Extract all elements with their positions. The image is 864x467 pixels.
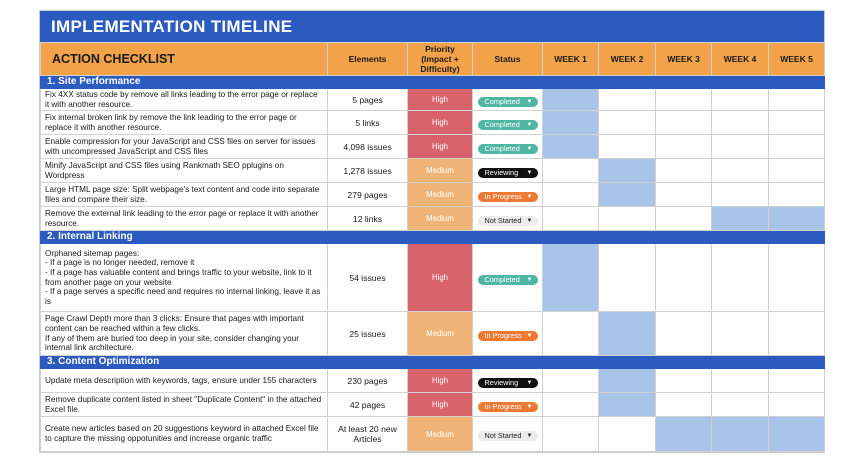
status-cell <box>473 207 543 231</box>
chevron-down-icon: ▼ <box>526 121 533 128</box>
week-4-cell <box>712 369 769 393</box>
status-label: Completed <box>484 119 520 129</box>
status-cell <box>473 159 543 183</box>
week-5-cell <box>769 111 825 135</box>
week-2-cell <box>599 244 656 312</box>
header-status: Status <box>473 43 543 76</box>
status-label: Reviewing <box>484 167 519 177</box>
table-row <box>41 183 825 207</box>
status-label: Completed <box>484 143 520 153</box>
priority-cell: High <box>408 89 473 111</box>
elements-cell: 12 links <box>328 207 408 231</box>
week-5-cell <box>769 135 825 159</box>
week-1-cell <box>543 183 599 207</box>
elements-cell: 5 links <box>328 111 408 135</box>
status-label: Completed <box>484 96 520 106</box>
action-line: - If a page is no longer needed, remove it <box>45 258 195 268</box>
chevron-down-icon: ▼ <box>526 98 533 105</box>
week-4-cell <box>712 393 769 417</box>
priority-cell: High <box>408 135 473 159</box>
week-1-cell <box>543 89 599 111</box>
status-dropdown[interactable] <box>478 331 538 341</box>
week-5-cell <box>769 312 825 356</box>
status-cell <box>473 89 543 111</box>
status-cell <box>473 369 543 393</box>
action-cell <box>41 135 328 159</box>
week-4-cell <box>712 89 769 111</box>
header-week-1: WEEK 1 <box>543 43 599 76</box>
chevron-down-icon: ▼ <box>526 193 533 200</box>
priority-cell: High <box>408 369 473 393</box>
action-line: - If a page has valuable content and brings traffic to your website, link to it from another page on your website <box>45 267 312 287</box>
status-dropdown[interactable] <box>478 275 538 285</box>
week-1-cell <box>543 135 599 159</box>
action-cell <box>41 89 328 111</box>
status-cell <box>473 312 543 356</box>
status-cell <box>473 183 543 207</box>
week-3-cell <box>656 312 712 356</box>
elements-cell: 5 pages <box>328 89 408 111</box>
action-cell <box>41 207 328 231</box>
action-cell <box>41 369 328 393</box>
table-row <box>41 312 825 356</box>
week-5-cell <box>769 393 825 417</box>
action-cell <box>41 393 328 417</box>
section-header-row <box>41 76 825 89</box>
priority-cell: Medium <box>408 183 473 207</box>
header-priority: Priority (Impact + Difficulty) <box>408 43 473 76</box>
action-line: Update meta description with keywords, tags, ensure under 155 characters <box>45 375 317 385</box>
week-2-cell <box>599 369 656 393</box>
week-4-cell <box>712 244 769 312</box>
action-cell <box>41 183 328 207</box>
week-4-cell <box>712 159 769 183</box>
week-4-cell <box>712 207 769 231</box>
header-week-4: WEEK 4 <box>712 43 769 76</box>
week-3-cell <box>656 417 712 452</box>
action-line: - If a page serves a specific need and requires no internal linking, leave it as is <box>45 287 321 306</box>
action-line: Remove duplicate content listed in sheet "Duplicate Content" in the attached Excel file. <box>45 394 322 414</box>
priority-cell: High <box>408 393 473 417</box>
checklist-table <box>40 42 825 452</box>
elements-cell: At least 20 new Articles <box>328 417 408 452</box>
status-label: In Progress <box>484 191 522 201</box>
week-2-cell <box>599 207 656 231</box>
action-line: If any of them are buried too deep in your site, consider changing your internal link architecture. <box>45 333 299 353</box>
week-2-cell <box>599 393 656 417</box>
action-line: Page Crawl Depth more than 3 clicks: Ensure that pages with important content can be reached within a few clicks. <box>45 314 304 333</box>
week-4-cell <box>712 312 769 356</box>
header-row <box>41 43 825 76</box>
priority-cell: High <box>408 244 473 312</box>
week-2-cell <box>599 159 656 183</box>
status-dropdown[interactable] <box>478 168 538 178</box>
status-dropdown[interactable] <box>478 431 538 441</box>
section-title: 2. Internal Linking <box>41 231 825 244</box>
action-line: Orphaned sitemap pages: <box>45 248 140 258</box>
action-line: Create new articles based on 20 suggestions keyword in attached Excel file to capture the missing oppotunities and increase organic traffic <box>45 424 319 443</box>
elements-cell: 1,278 issues <box>328 159 408 183</box>
status-dropdown[interactable] <box>478 144 538 154</box>
action-line: Fix 4XX status code by remove all links leading to the error page or replace it with another resource. <box>45 89 318 109</box>
week-3-cell <box>656 183 712 207</box>
chevron-down-icon: ▼ <box>526 332 533 339</box>
action-line: Minify JavaScript and CSS files using Rankmath SEO pplugins on Wordpress <box>45 160 284 180</box>
sheet-title: IMPLEMENTATION TIMELINE <box>40 11 824 42</box>
week-4-cell <box>712 417 769 452</box>
section-title: 3. Content Optimization <box>41 356 825 369</box>
week-3-cell <box>656 207 712 231</box>
table-row <box>41 369 825 393</box>
header-week-2: WEEK 2 <box>599 43 656 76</box>
week-5-cell <box>769 183 825 207</box>
chevron-down-icon: ▼ <box>526 276 533 283</box>
elements-cell: 230 pages <box>328 369 408 393</box>
elements-cell: 42 pages <box>328 393 408 417</box>
week-5-cell <box>769 89 825 111</box>
status-cell <box>473 111 543 135</box>
status-dropdown[interactable] <box>478 402 538 412</box>
week-3-cell <box>656 393 712 417</box>
status-label: Not Started <box>484 215 522 225</box>
elements-cell: 4,098 issues <box>328 135 408 159</box>
table-row <box>41 207 825 231</box>
section-header-row <box>41 231 825 244</box>
week-4-cell <box>712 135 769 159</box>
table-row <box>41 417 825 452</box>
header-week-5: WEEK 5 <box>769 43 825 76</box>
week-3-cell <box>656 369 712 393</box>
week-1-cell <box>543 159 599 183</box>
action-cell <box>41 312 328 356</box>
action-line: Fix internal broken link by remove the link leading to the error page or replace it with another resource. <box>45 112 297 132</box>
week-2-cell <box>599 111 656 135</box>
status-dropdown[interactable] <box>478 192 538 202</box>
week-2-cell <box>599 89 656 111</box>
table-row <box>41 393 825 417</box>
status-dropdown[interactable] <box>478 120 538 130</box>
week-1-cell <box>543 207 599 231</box>
action-line: Enable compression for your JavaScript and CSS files on server for issues with uncompressed JavaScript and CSS files <box>45 136 316 156</box>
action-cell <box>41 111 328 135</box>
status-cell <box>473 135 543 159</box>
status-dropdown[interactable] <box>478 97 538 107</box>
action-line: Remove the external link leading to the error page or replace it with another resource. <box>45 208 319 228</box>
chevron-down-icon: ▼ <box>526 169 533 176</box>
status-label: Not Started <box>484 431 522 440</box>
priority-cell: Medium <box>408 312 473 356</box>
week-1-cell <box>543 111 599 135</box>
week-5-cell <box>769 417 825 452</box>
week-2-cell <box>599 183 656 207</box>
header-elements: Elements <box>328 43 408 76</box>
status-cell <box>473 244 543 312</box>
status-cell <box>473 417 543 452</box>
status-label: Reviewing <box>484 377 519 387</box>
priority-cell: High <box>408 111 473 135</box>
chevron-down-icon: ▼ <box>526 379 533 386</box>
action-cell <box>41 244 328 312</box>
table-row <box>41 159 825 183</box>
status-label: Completed <box>484 274 520 284</box>
elements-cell: 25 issues <box>328 312 408 356</box>
priority-cell: Medium <box>408 417 473 452</box>
week-3-cell <box>656 244 712 312</box>
status-dropdown[interactable] <box>478 378 538 388</box>
status-cell <box>473 393 543 417</box>
implementation-timeline-sheet <box>39 10 825 453</box>
week-1-cell <box>543 417 599 452</box>
week-3-cell <box>656 111 712 135</box>
week-1-cell <box>543 393 599 417</box>
action-line: Large HTML page size: Split webpage's text content and code into separate files and compare their size. <box>45 184 320 204</box>
action-cell <box>41 159 328 183</box>
chevron-down-icon: ▼ <box>526 217 533 224</box>
week-3-cell <box>656 135 712 159</box>
status-label: In Progress <box>484 330 522 340</box>
elements-cell: 54 issues <box>328 244 408 312</box>
week-1-cell <box>543 312 599 356</box>
week-2-cell <box>599 312 656 356</box>
week-5-cell <box>769 207 825 231</box>
chevron-down-icon: ▼ <box>526 403 533 410</box>
week-2-cell <box>599 417 656 452</box>
chevron-down-icon: ▼ <box>526 433 533 439</box>
chevron-down-icon: ▼ <box>526 145 533 152</box>
week-4-cell <box>712 111 769 135</box>
status-dropdown[interactable] <box>478 216 538 226</box>
week-4-cell <box>712 183 769 207</box>
week-2-cell <box>599 135 656 159</box>
table-row <box>41 89 825 111</box>
status-label: In Progress <box>484 401 522 411</box>
elements-cell: 279 pages <box>328 183 408 207</box>
week-3-cell <box>656 159 712 183</box>
header-action-checklist: ACTION CHECKLIST <box>41 43 328 76</box>
priority-cell: Medium <box>408 207 473 231</box>
header-week-3: WEEK 3 <box>656 43 712 76</box>
week-1-cell <box>543 369 599 393</box>
week-5-cell <box>769 159 825 183</box>
table-row <box>41 244 825 312</box>
week-3-cell <box>656 89 712 111</box>
week-5-cell <box>769 244 825 312</box>
week-1-cell <box>543 244 599 312</box>
action-cell <box>41 417 328 452</box>
week-5-cell <box>769 369 825 393</box>
table-row <box>41 135 825 159</box>
section-header-row <box>41 356 825 369</box>
section-title: 1. Site Performance <box>41 76 825 89</box>
table-row <box>41 111 825 135</box>
priority-cell: Medium <box>408 159 473 183</box>
